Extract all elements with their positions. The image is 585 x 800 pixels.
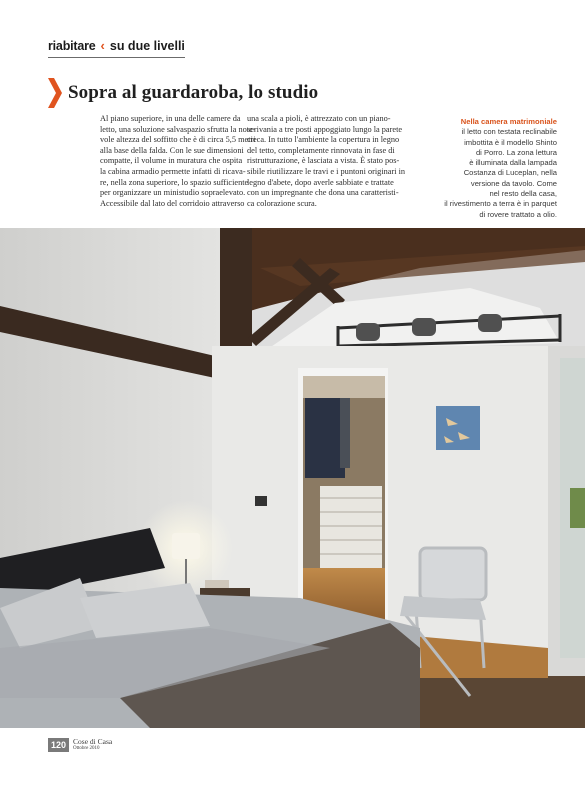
caption-line: versione da tavolo. Come [470,178,557,188]
bedroom-photo [0,228,585,728]
chevron-right-icon [48,78,62,108]
caption-line: imbottita è il modello Shinto [464,137,557,147]
section-header [48,38,185,53]
caption-line: di Porro. La zona lettura [475,147,557,157]
subsection-name: su due livelli [109,38,185,53]
body-line: per organizzare un ministudio sopraelevato. [100,188,246,198]
article-title: Sopra al guardaroba, lo studio [68,82,319,103]
body-line: alla base della falda. Con le sue dimensioni [100,145,244,155]
body-line: sibile riutilizzare le travi e i puntoni originari in [247,166,406,176]
article-column-1 [100,114,256,209]
body-line: con un impregnante che dona una caratteristi- [247,188,399,198]
article-title-block [48,78,318,108]
caption-lead: Nella camera matrimoniale [460,117,557,126]
article-column-2 [247,114,407,209]
chevron-left-icon: ‹ [100,38,105,53]
body-line: una scala a pioli, è attrezzato con un piano- [247,114,391,123]
caption-line: è illuminata dalla lampada [469,158,557,168]
caption-line: Costanza di Luceplan, nella [463,168,557,178]
body-line: ca colorazione scura. [247,198,317,208]
body-line: letto, una soluzione salvaspazio sfrutta la note- [100,124,256,134]
body-line: cieca. In tutto l'ambiente la copertura in legno [247,135,400,145]
caption-line: di rovere trattato a olio. [479,209,557,219]
caption-line: nel resto della casa, [489,189,557,199]
header-divider [48,57,185,58]
magazine-info [73,738,112,752]
body-line: la cabina armadio permette infatti di ricava- [100,166,246,176]
body-line: legno d'abete, dopo averle sabbiate e trattate [247,177,394,187]
caption-line: il letto con testata reclinabile [461,127,557,137]
body-line: ristrutturazione, è lasciata a vista. È stato pos- [247,156,400,166]
magazine-name: Cose di Casa [73,737,113,746]
body-line: Al piano superiore, in una delle camere da [100,114,241,123]
body-line: compatte, il volume in muratura che ospita [100,156,243,166]
body-line: vole altezza del soffitto che è di circa 5,5 metri [100,135,256,145]
issue-date: Ottobre 2010 [73,746,100,751]
photo-caption [397,117,557,220]
body-line: del tetto, completamente rinnovata in fase di [247,145,395,155]
caption-line: il rivestimento a terra è in parquet [444,199,557,209]
page-footer [48,738,112,752]
body-line: re, nella zona superiore, lo spazio sufficiente [100,177,249,187]
page-number: 120 [48,738,69,752]
body-line: Accessibile dal lato del corridoio attraverso [100,198,245,208]
section-name: riabitare [48,38,96,53]
body-line: scrivania a tre posti appoggiato lungo la parete [247,124,403,134]
